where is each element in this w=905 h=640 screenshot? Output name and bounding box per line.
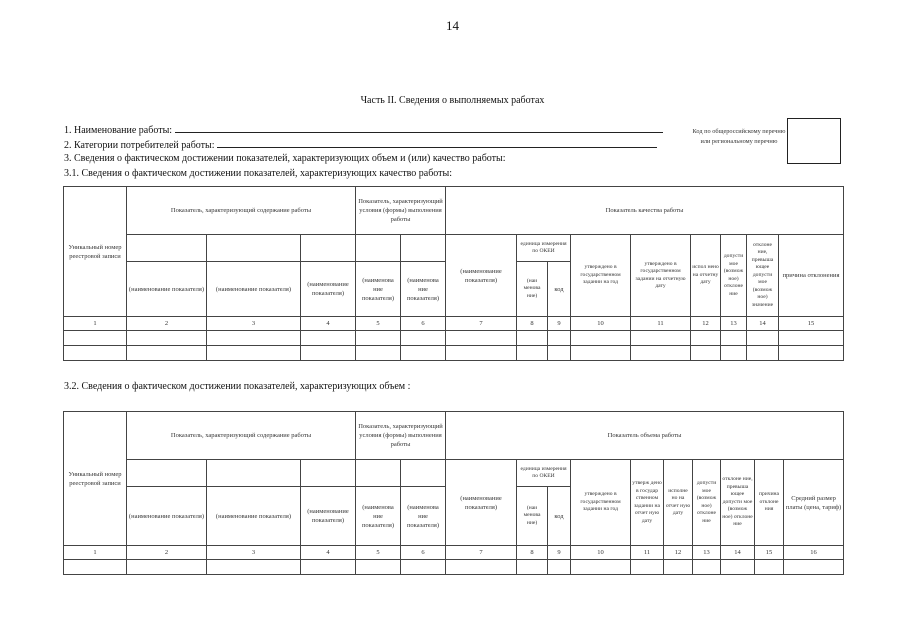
indicator-name-1: (наименование показателя) (127, 487, 207, 546)
data-cell[interactable] (446, 331, 517, 346)
unit-header: единица измерения по ОКЕИ (517, 460, 571, 487)
allowed-deviation-header: допусти мое (возмож ное) отклоне ние (693, 460, 721, 546)
col-num: 7 (446, 317, 517, 331)
data-cell[interactable] (548, 346, 571, 361)
data-cell[interactable] (446, 560, 517, 575)
unit-code-header: код (548, 262, 571, 317)
conditions-header: Показатель, характеризующий условия (формы) выполнения работы (356, 412, 446, 460)
data-cell[interactable] (691, 331, 721, 346)
col-num: 1 (64, 546, 127, 560)
indicator-name-2: (наименование показателя) (207, 487, 301, 546)
col-num: 1 (64, 317, 127, 331)
okved-code-box[interactable] (787, 118, 841, 164)
consumer-categories-line[interactable] (217, 138, 657, 148)
unique-number-header: Уникальный номер реестровой записи (64, 412, 127, 546)
section-3-1-title: 3.1. Сведения о фактическом достижении показателей, характеризующих качество работы: (64, 168, 453, 179)
data-cell[interactable] (127, 560, 207, 575)
data-cell[interactable] (631, 331, 691, 346)
col-num: 8 (517, 317, 548, 331)
data-cell[interactable] (64, 331, 127, 346)
table-row (64, 346, 844, 361)
data-cell[interactable] (401, 346, 446, 361)
col-num: 5 (356, 317, 401, 331)
table-row (64, 560, 844, 575)
indicator-name-3: (наименование показателя) (301, 262, 356, 317)
unit-name-header: (наи менова ние) (517, 262, 548, 317)
col-num: 14 (747, 317, 779, 331)
unique-number-header: Уникальный номер реестровой записи (64, 187, 127, 317)
reason-header: причина отклонения (779, 235, 844, 317)
indicator-name-3: (наименование показателя) (301, 487, 356, 546)
data-cell[interactable] (64, 346, 127, 361)
average-fee-header: Средний размер платы (цена, тариф) (784, 460, 844, 546)
col-num: 9 (548, 317, 571, 331)
col-num: 4 (301, 546, 356, 560)
content-header: Показатель, характеризующий содержание работы (127, 187, 356, 235)
col-num: 6 (401, 317, 446, 331)
indicator-name-2: (наименование показателя) (207, 262, 301, 317)
data-cell[interactable] (747, 346, 779, 361)
approved-period-header: утверждено в государственном задании на отчетную дату (631, 235, 691, 317)
conditions-cell-1[interactable] (356, 460, 401, 487)
col-num: 10 (571, 317, 631, 331)
data-cell[interactable] (517, 560, 548, 575)
content-cell-2[interactable] (207, 460, 301, 487)
indicator-name-1: (наименование показателя) (127, 262, 207, 317)
data-cell[interactable] (779, 331, 844, 346)
col-num: 4 (301, 317, 356, 331)
col-num: 12 (664, 546, 693, 560)
col-num: 10 (571, 546, 631, 560)
data-cell[interactable] (401, 560, 446, 575)
consumer-categories-label: 2. Категории потребителей работы: (64, 140, 215, 151)
data-cell[interactable] (446, 346, 517, 361)
data-cell[interactable] (207, 560, 301, 575)
data-cell[interactable] (517, 331, 548, 346)
data-cell[interactable] (401, 331, 446, 346)
content-cell-2[interactable] (207, 235, 301, 262)
data-cell[interactable] (548, 331, 571, 346)
data-cell[interactable] (356, 346, 401, 361)
consumer-categories-field (64, 138, 657, 151)
approved-year-header: утверждено в государственном задании на год (571, 235, 631, 317)
col-num: 12 (691, 317, 721, 331)
data-cell[interactable] (747, 331, 779, 346)
indicator-name-5: (наименова ние показателя) (401, 262, 446, 317)
excess-deviation-header: отклоне ние, превыша ющее допусти мое (возмож ное) отклоне ние (721, 460, 755, 546)
data-cell[interactable] (207, 346, 301, 361)
executed-header: испол нено на отчетну дату (691, 235, 721, 317)
data-cell[interactable] (548, 560, 571, 575)
work-name-label: 1. Наименование работы: (64, 125, 173, 136)
data-cell[interactable] (571, 331, 631, 346)
data-cell[interactable] (779, 346, 844, 361)
data-cell[interactable] (517, 346, 548, 361)
data-cell[interactable] (571, 346, 631, 361)
section-3-title: 3. Сведения о фактическом достижении показателей, характеризующих объем и (или) качество работы: (64, 153, 506, 164)
data-cell[interactable] (631, 346, 691, 361)
executed-header: исполне но на отчет ную дату (664, 460, 693, 546)
indicator-name-4: (наименова ние показателя) (356, 487, 401, 546)
data-cell[interactable] (207, 331, 301, 346)
data-cell[interactable] (356, 560, 401, 575)
unit-code-header: код (548, 487, 571, 546)
data-cell[interactable] (301, 346, 356, 361)
okved-code-label: Код по общероссийскому перечню или региональному перечню (692, 128, 786, 145)
content-cell-1[interactable] (127, 460, 207, 487)
data-cell[interactable] (127, 346, 207, 361)
table-row (64, 331, 844, 346)
excess-deviation-header: отклоне ние, превыша ющее допусти мое (возмож ное) значение (747, 235, 779, 317)
col-num: 14 (721, 546, 755, 560)
col-num: 13 (693, 546, 721, 560)
content-header: Показатель, характеризующий содержание работы (127, 412, 356, 460)
conditions-header: Показатель, характеризующий условия (формы) выполнения работы (356, 187, 446, 235)
data-cell[interactable] (721, 560, 755, 575)
data-cell[interactable] (64, 560, 127, 575)
conditions-cell-2[interactable] (401, 235, 446, 262)
work-name-line[interactable] (175, 123, 663, 133)
section-3-2-title: 3.2. Сведения о фактическом достижении показателей, характеризующих объем : (64, 381, 411, 392)
col-num: 15 (755, 546, 784, 560)
col-num: 8 (517, 546, 548, 560)
data-cell[interactable] (631, 560, 664, 575)
col-num: 13 (721, 317, 747, 331)
col-num: 2 (127, 317, 207, 331)
conditions-cell-1[interactable] (356, 235, 401, 262)
col-num: 11 (631, 317, 691, 331)
data-cell[interactable] (356, 331, 401, 346)
content-cell-3[interactable] (301, 460, 356, 487)
work-name-field (64, 123, 663, 136)
reason-header: причина отклоне ния (755, 460, 784, 546)
quality-table (63, 186, 844, 361)
allowed-deviation-header: допусти мое (возмож ное) отклоне ние (721, 235, 747, 317)
col-num: 2 (127, 546, 207, 560)
col-num: 6 (401, 546, 446, 560)
content-cell-1[interactable] (127, 235, 207, 262)
data-cell[interactable] (127, 331, 207, 346)
conditions-cell-2[interactable] (401, 460, 446, 487)
data-cell[interactable] (571, 560, 631, 575)
indicator-name-5: (наименова ние показателя) (401, 487, 446, 546)
data-cell[interactable] (784, 560, 844, 575)
part-title: Часть II. Сведения о выполняемых работах (360, 95, 545, 106)
unit-header: единица измерения по ОКЕИ (517, 235, 571, 262)
unit-name-header: (наи менова ние) (517, 487, 548, 546)
col-num: 5 (356, 546, 401, 560)
data-cell[interactable] (721, 346, 747, 361)
data-cell[interactable] (721, 331, 747, 346)
page-number: 14 (446, 18, 459, 33)
col-num: 9 (548, 546, 571, 560)
col-num: 15 (779, 317, 844, 331)
indicator-name-4: (наименова ние показателя) (356, 262, 401, 317)
data-cell[interactable] (301, 331, 356, 346)
col-num: 11 (631, 546, 664, 560)
data-cell[interactable] (301, 560, 356, 575)
quality-indicator-name: (наименование показателя) (446, 235, 517, 317)
col-num: 16 (784, 546, 844, 560)
data-cell[interactable] (691, 346, 721, 361)
col-num: 7 (446, 546, 517, 560)
data-cell[interactable] (693, 560, 721, 575)
quality-header: Показатель качества работы (446, 187, 844, 235)
data-cell[interactable] (755, 560, 784, 575)
content-cell-3[interactable] (301, 235, 356, 262)
volume-table (63, 411, 844, 575)
col-num: 3 (207, 317, 301, 331)
data-cell[interactable] (664, 560, 693, 575)
approved-period-header: утверж дено в государ ственном задании на отчет ную дату (631, 460, 664, 546)
volume-header: Показатель объема работы (446, 412, 844, 460)
approved-year-header: утверждено в государственном задании на год (571, 460, 631, 546)
volume-indicator-name: (наименование показателя) (446, 460, 517, 546)
col-num: 3 (207, 546, 301, 560)
